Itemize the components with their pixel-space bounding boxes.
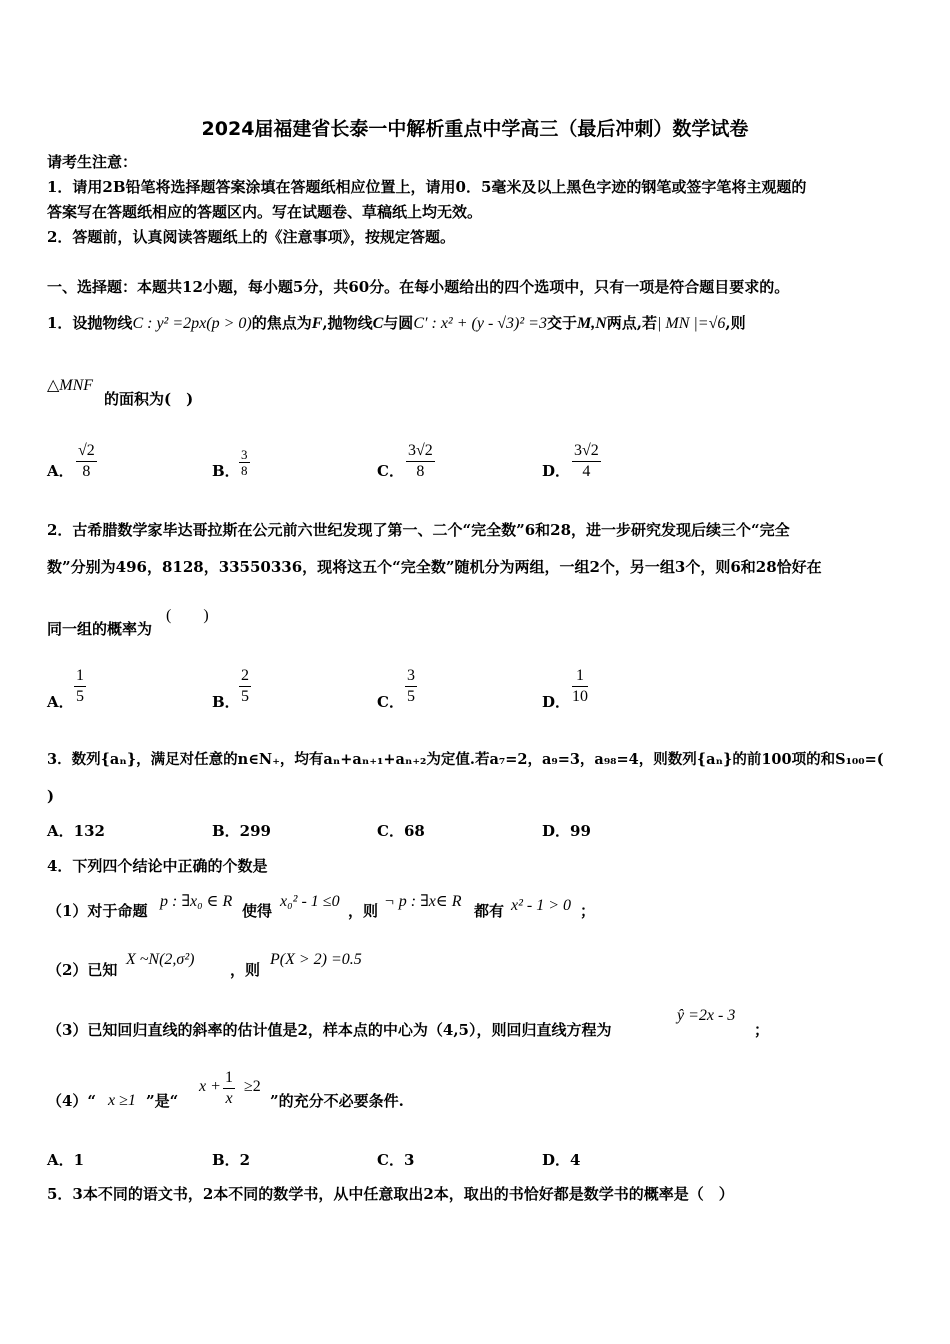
q4-s2-normal-dist: X ~N(2,σ²): [126, 951, 195, 968]
q4-option-c: C．3: [377, 1151, 415, 1169]
q1-option-b-den: 8: [241, 463, 248, 478]
q4-s4-geq-2: ≥2: [244, 1078, 261, 1095]
q4-s4-fraction: [223, 1068, 235, 1109]
notice-heading: 请考生注意：: [47, 153, 138, 171]
q4-stem: 4．下列四个结论中正确的个数是: [47, 857, 268, 875]
q4-s1-ineq-1: x₀² - 1 ≤0: [280, 893, 340, 910]
q4-s1-neg-p: ¬ p : ∃x∈ R: [384, 893, 462, 910]
q1-option-c-den: 8: [416, 463, 425, 480]
q4-statement-3-a: （3）已知回归直线的斜率的估计值是2，样本点的中心为（4,5），则回归直线方程为: [47, 1021, 612, 1039]
q1-points-mn: M,N: [576, 315, 607, 332]
q2-option-b-fraction: [239, 666, 251, 707]
q1-text-1: 1．设抛物线: [47, 314, 133, 332]
page-title: 2024届福建省长泰一中解析重点中学高三（最后冲刺）数学试卷: [201, 118, 749, 140]
q2-option-a-den: 5: [76, 688, 84, 705]
q4-statement-1-c: ，则: [348, 902, 379, 920]
notice-line-3: 2．答题前，认真阅读答题纸上的《注意事项》，按规定答题。: [47, 228, 455, 246]
q2-option-d-fraction: [572, 666, 588, 707]
q1-option-a-fraction: [76, 441, 97, 482]
q2-option-a-fraction: [74, 666, 86, 707]
q4-s4-cond-1: x ≥1: [108, 1092, 136, 1109]
q4-s3-regression: ŷ =2x - 3: [677, 1007, 736, 1024]
notice-line-2: 答案写在答题纸相应的答题区内。写在试题卷、草稿纸上均无效。: [47, 203, 483, 221]
q4-statement-4-a: （4）“: [47, 1092, 97, 1110]
section-header: 一、选择题：本题共12小题，每小题5分，共60分。在每小题给出的四个选项中，只有一项是符合题目要求的。: [47, 278, 790, 296]
q4-statement-1-e: ；: [580, 902, 596, 920]
q4-option-a: A．1: [47, 1151, 85, 1169]
q1-option-d-label: D．: [542, 462, 571, 480]
q2-paren: ( ): [166, 607, 209, 624]
q1-option-d-fraction: [572, 441, 601, 482]
q2-option-a-label: A．: [47, 693, 74, 711]
q2-option-b-label: B．: [212, 693, 240, 711]
q1-text-5: 交于: [546, 314, 577, 332]
q3-option-c: C．68: [377, 822, 425, 840]
q1-option-a-label: A．: [47, 462, 74, 480]
q5-stem: 5．3本不同的语文书，2本不同的数学书，从中任意取出2本，取出的书恰好都是数学书的概率是（ ）: [47, 1185, 734, 1203]
q4-option-b: B．2: [212, 1151, 251, 1169]
q3-line-2: ): [47, 787, 55, 805]
q2-option-a-num: 1: [74, 666, 86, 687]
q4-s1-prop-p: p : ∃x₀ ∈ R: [160, 893, 233, 910]
q1-option-a-den: 8: [82, 463, 91, 480]
q2-option-d-den: 10: [572, 688, 588, 705]
q1-option-c-num: 3√2: [406, 441, 435, 462]
q1-option-b-fraction: [239, 447, 250, 478]
q1-focus-f: F: [311, 315, 323, 332]
q2-option-c-label: C．: [377, 693, 404, 711]
q1-triangle-mnf: △MNF: [47, 377, 94, 394]
q4-statement-1-b: 使得: [242, 902, 273, 920]
q1-option-c-label: C．: [377, 462, 404, 480]
question-1-stem: [47, 313, 746, 334]
q4-statement-1-a: （1）对于命题: [47, 902, 148, 920]
q4-statement-3-b: ；: [754, 1021, 770, 1039]
q1-mn-length: | MN |=√6: [657, 315, 726, 332]
q4-option-d: D．4: [542, 1151, 581, 1169]
q1-option-c-fraction: [406, 441, 435, 482]
q4-statement-2-a: （2）已知: [47, 961, 118, 979]
q4-s1-ineq-2: x² - 1 > 0: [511, 897, 572, 914]
q1-area-prompt: 的面积为( ): [104, 390, 194, 408]
q1-text-6: 两点,若: [606, 314, 657, 332]
q2-option-d-num: 1: [572, 666, 588, 687]
q4-s4-num: 1: [223, 1068, 235, 1089]
q1-option-a-num: √2: [76, 441, 97, 462]
q2-option-c-num: 3: [405, 666, 417, 687]
q2-option-c-fraction: [405, 666, 417, 707]
q1-option-d-num: 3√2: [572, 441, 601, 462]
q4-s4-x-plus: x +: [199, 1078, 221, 1095]
q2-option-d-label: D．: [542, 693, 571, 711]
q2-line-2: 数”分别为496，8128，33550336，现将这五个“完全数”随机分为两组，一组2个，另一组3个，则6和28恰好在: [47, 558, 822, 576]
q2-line-3: 同一组的概率为: [47, 620, 153, 638]
q1-option-b-label: B．: [212, 462, 240, 480]
q3-option-b: B．299: [212, 822, 271, 840]
q1-parabola-formula: C : y² =2px(p > 0): [132, 315, 252, 332]
q3-option-d: D．99: [542, 822, 591, 840]
q1-text-7: ,则: [725, 314, 746, 332]
q4-s2-prob: P(X > 2) =0.5: [270, 951, 362, 968]
q4-statement-1-d: 都有: [474, 902, 505, 920]
q4-statement-4-c: ”的充分不必要条件.: [270, 1092, 404, 1110]
q1-text-3: ,抛物线: [322, 314, 373, 332]
q1-option-b-num: 3: [241, 447, 248, 462]
q1-circle-formula: C′ : x² + (y - √3)² =3: [413, 315, 547, 332]
q1-text-2: 的焦点为: [251, 314, 312, 332]
q4-statement-2-b: ，则: [230, 961, 261, 979]
notice-line-1: 1．请用2B铅笔将选择题答案涂填在答题纸相应位置上，请用0．5毫米及以上黑色字迹的钢笔或签字笔将主观题的: [47, 178, 807, 196]
q1-option-d-den: 4: [582, 463, 591, 480]
q2-option-b-num: 2: [239, 666, 251, 687]
q2-option-c-den: 5: [407, 688, 415, 705]
q2-line-1: 2．古希腊数学家毕达哥拉斯在公元前六世纪发现了第一、二个“完全数”6和28，进一步研究发现后续三个“完全: [47, 521, 790, 539]
q4-statement-4-b: ”是“: [146, 1092, 179, 1110]
q1-curve-c: C: [372, 315, 384, 332]
q3-option-a: A．132: [47, 822, 105, 840]
q3-line-1: 3．数列{aₙ}，满足对任意的n∈N₊，均有aₙ+aₙ₊₁+aₙ₊₂为定值.若a₇=2，a₉=3，a₉₈=4，则数列{aₙ}的前100项的和S₁₀₀=(: [47, 751, 884, 768]
q1-text-4: 与圆: [383, 314, 414, 332]
q4-s4-den: x: [225, 1090, 233, 1107]
q2-option-b-den: 5: [241, 688, 249, 705]
